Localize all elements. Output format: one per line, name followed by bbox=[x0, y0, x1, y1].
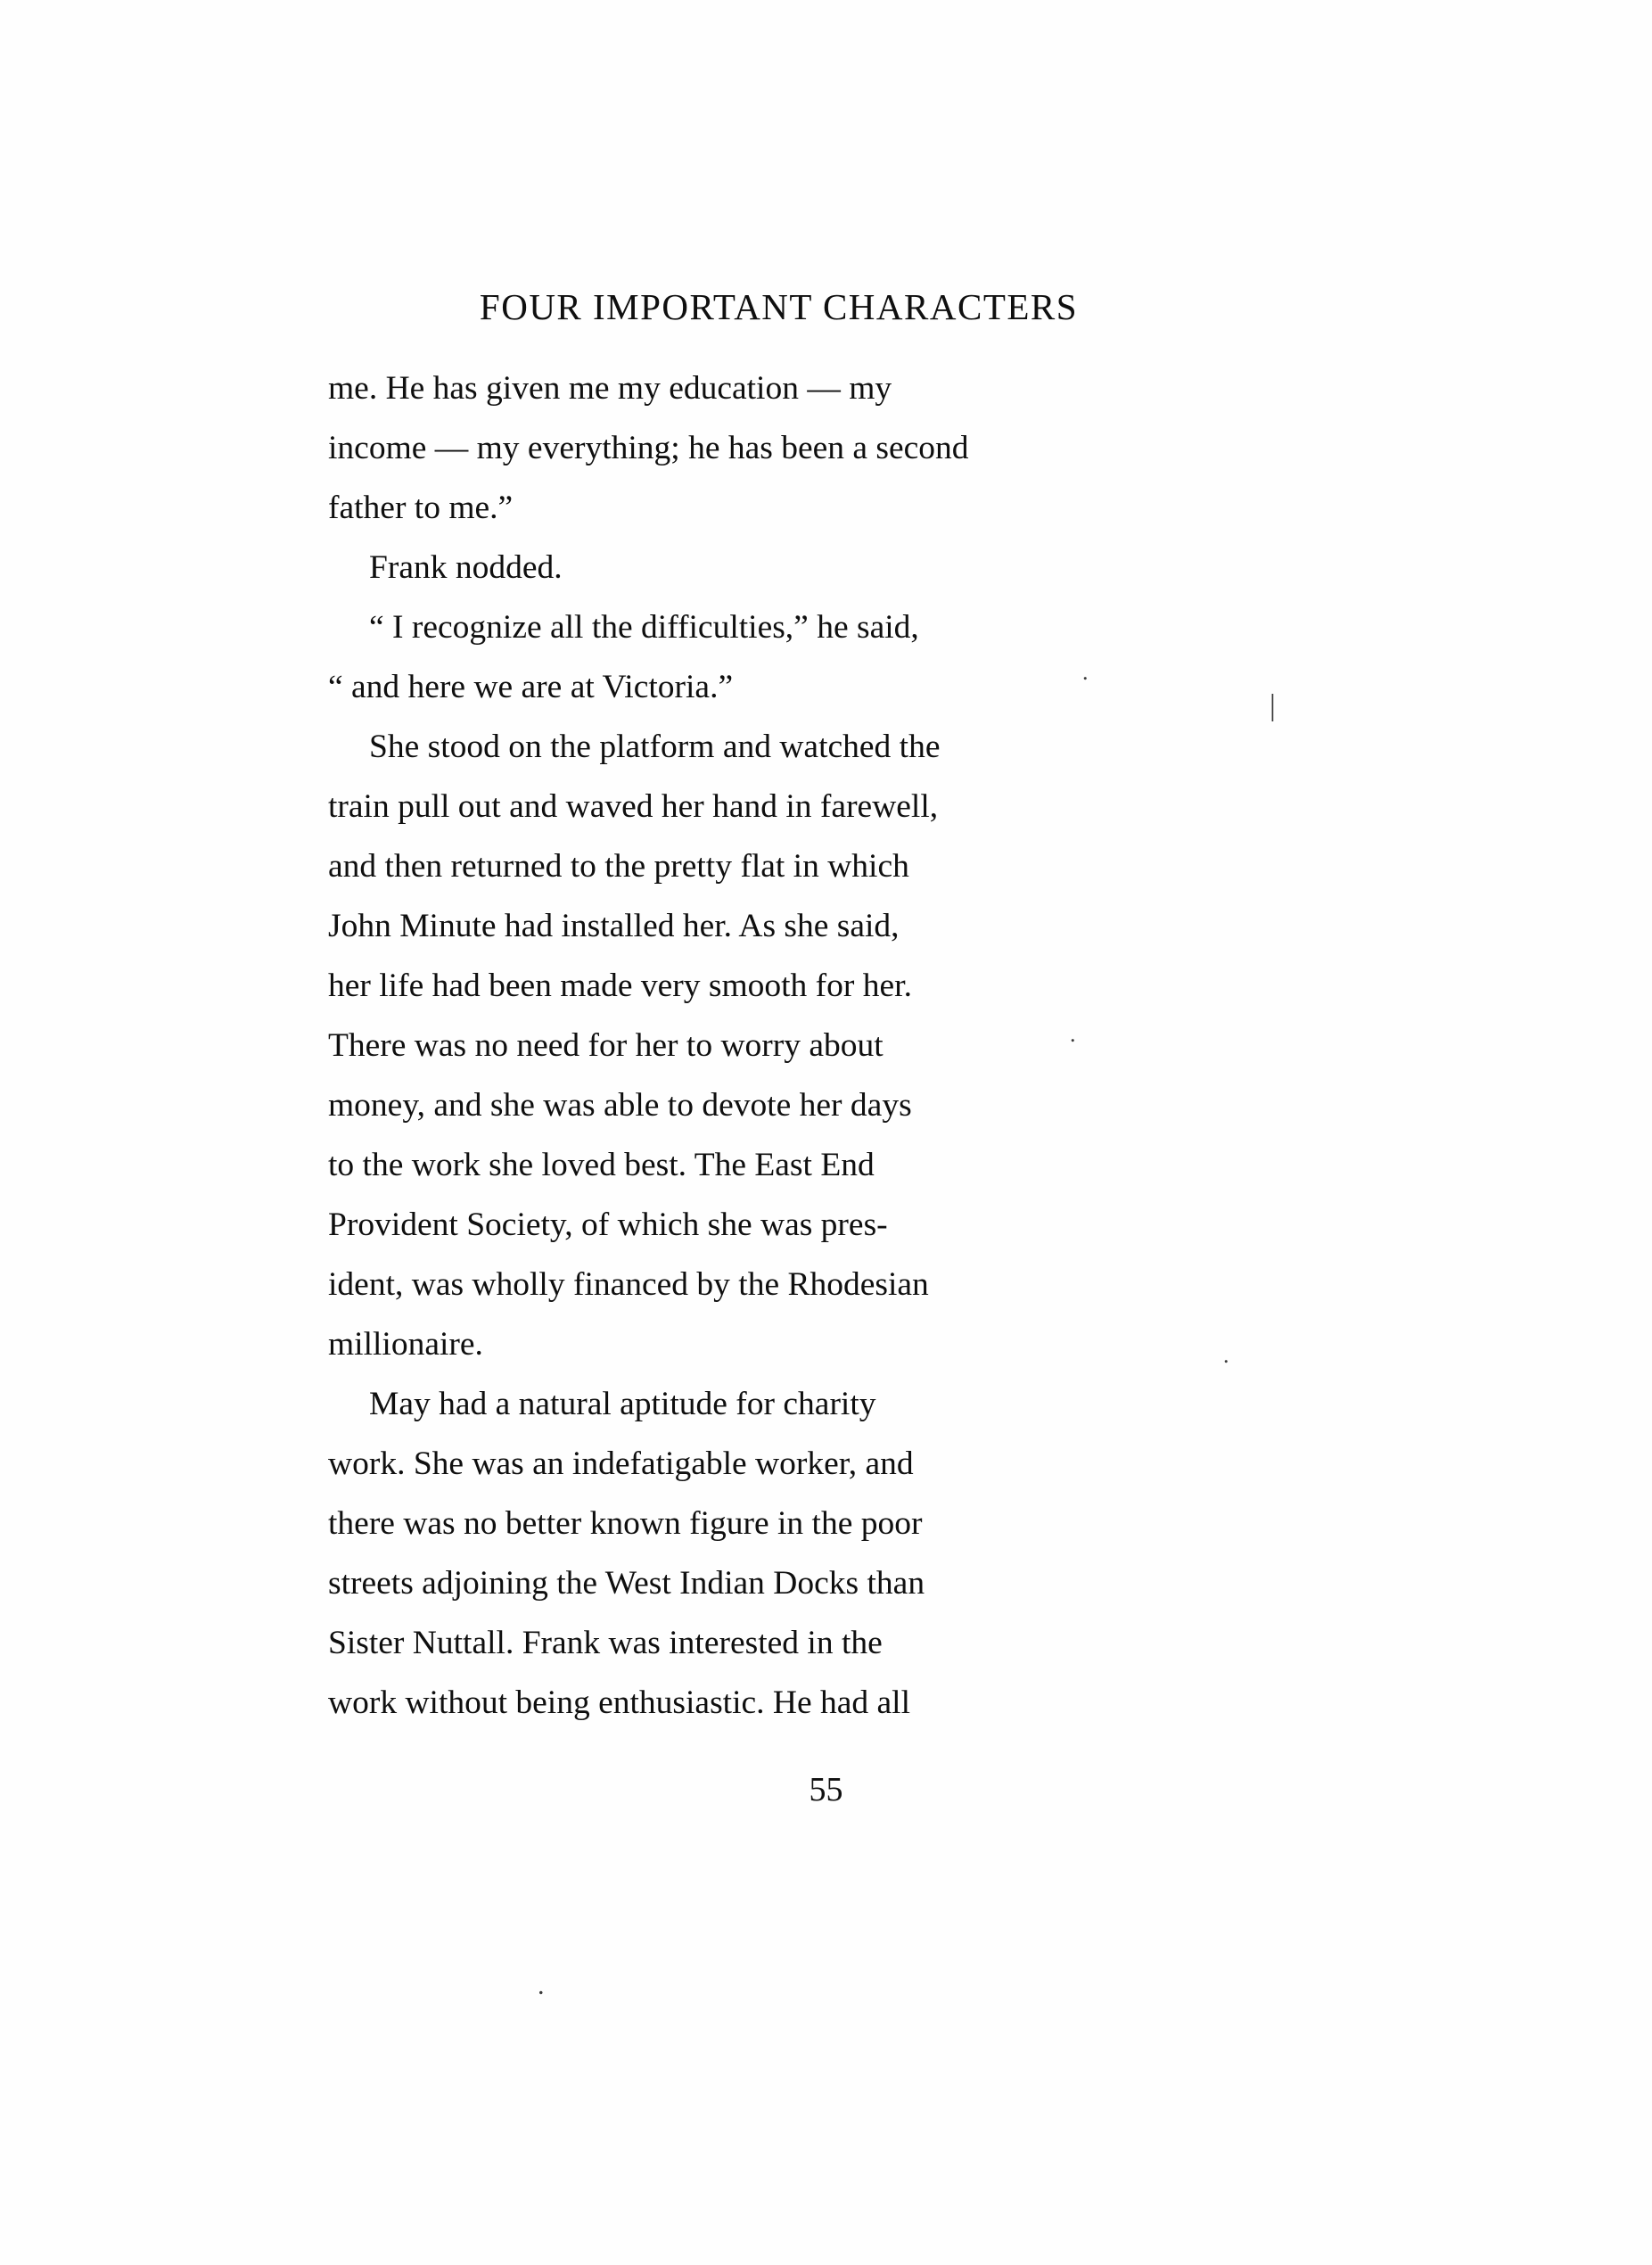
speck-mark-icon: . bbox=[538, 1971, 545, 2000]
text-line: money, and she was able to devote her days bbox=[328, 1087, 912, 1124]
text-line: “ I recognize all the difficulties,” he said, bbox=[369, 609, 919, 646]
text-line: train pull out and waved her hand in farewell, bbox=[328, 788, 939, 825]
text-line: Frank nodded. bbox=[369, 549, 563, 586]
text-line: millionaire. bbox=[328, 1326, 483, 1363]
text-line: She stood on the platform and watched the bbox=[369, 729, 941, 765]
speck-mark-icon: . bbox=[1223, 1342, 1229, 1368]
speck-mark-icon: . bbox=[1082, 659, 1089, 685]
text-line: to the work she loved best. The East End bbox=[328, 1147, 875, 1183]
text-line: work. She was an indefatigable worker, and bbox=[328, 1445, 914, 1482]
text-line: There was no need for her to worry about bbox=[328, 1027, 884, 1064]
text-line: income — my everything; he has been a second bbox=[328, 430, 969, 466]
paragraph-1 bbox=[328, 358, 1224, 538]
text-line: ident, was wholly financed by the Rhodesian bbox=[328, 1266, 929, 1303]
text-line: there was no better known figure in the poor bbox=[328, 1505, 923, 1542]
margin-mark-icon: | bbox=[1270, 689, 1276, 722]
paragraph-5 bbox=[328, 1374, 1224, 1733]
text-line: Sister Nuttall. Frank was interested in the bbox=[328, 1625, 883, 1661]
paragraph-3 bbox=[328, 597, 1224, 717]
text-line: John Minute had installed her. As she said, bbox=[328, 908, 900, 944]
page-text-block bbox=[328, 285, 1224, 1733]
text-line: work without being enthusiastic. He had all bbox=[328, 1684, 910, 1721]
text-line: streets adjoining the West Indian Docks than bbox=[328, 1565, 925, 1602]
text-line: and then returned to the pretty flat in which bbox=[328, 848, 909, 885]
paragraph-4 bbox=[328, 717, 1224, 1374]
text-line: me. He has given me my education — my bbox=[328, 370, 892, 407]
text-line: “ and here we are at Victoria.” bbox=[328, 669, 734, 705]
page-number: 55 bbox=[809, 1771, 843, 1808]
text-line: father to me.” bbox=[328, 490, 514, 526]
running-head: FOUR IMPORTANT CHARACTERS bbox=[479, 286, 1079, 327]
text-line: May had a natural aptitude for charity bbox=[369, 1386, 876, 1422]
speck-mark-icon: . bbox=[1070, 1021, 1076, 1047]
text-line: Provident Society, of which she was pres- bbox=[328, 1207, 888, 1243]
text-line: her life had been made very smooth for her. bbox=[328, 968, 912, 1004]
paragraph-2 bbox=[328, 538, 1224, 597]
